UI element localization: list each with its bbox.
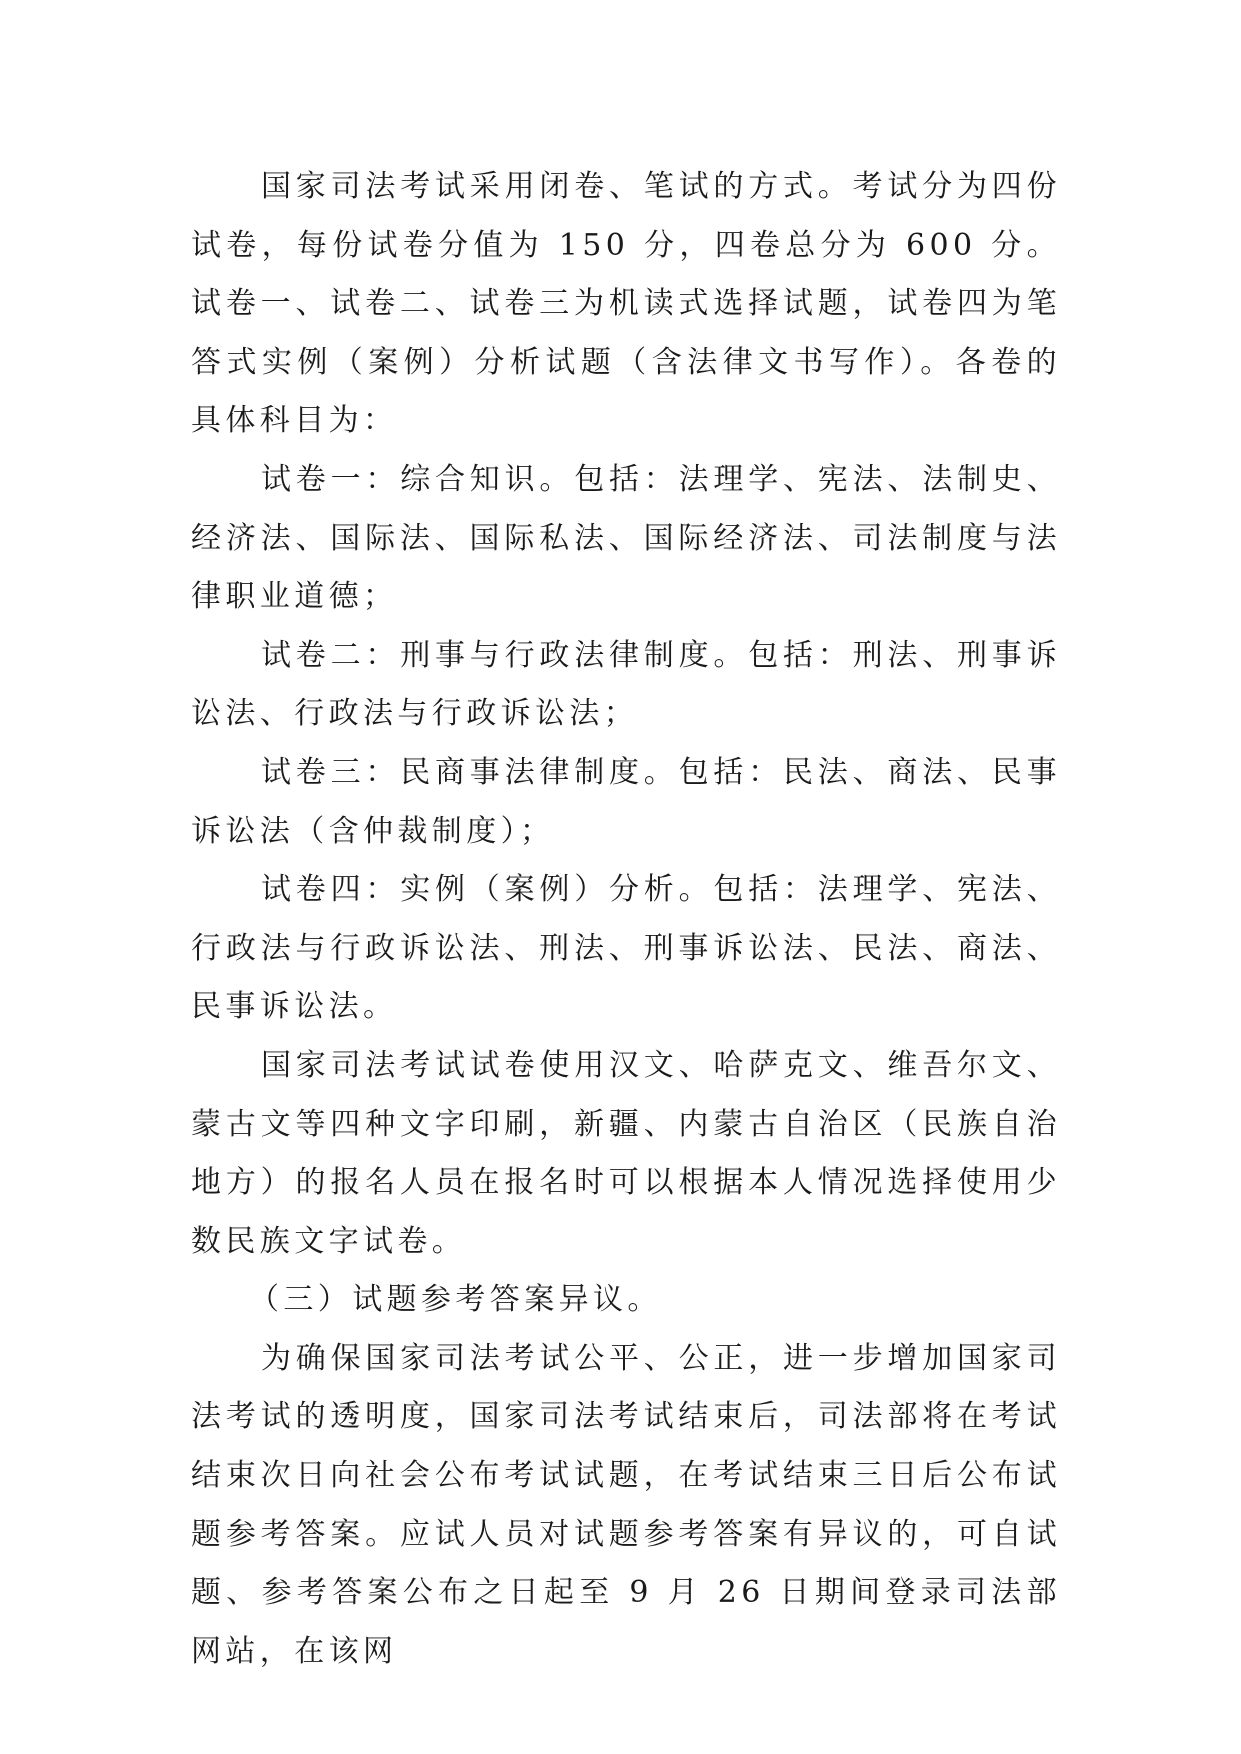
paragraph-paper-one: 试卷一：综合知识。包括：法理学、宪法、法制史、经济法、国际法、国际私法、国际经济法、司法制度与法律职业道德； [191, 461, 1061, 615]
paragraph-paper-three: 试卷三：民商事法律制度。包括：民法、商法、民事诉讼法（含仲裁制度）； [191, 754, 1061, 849]
section-heading: （三）试题参考答案异议。 [249, 1282, 662, 1318]
paragraph-exam-format: 国家司法考试采用闭卷、笔试的方式。考试分为四份试卷，每份试卷分值为 150 分，四卷总分为 600 分。试卷一、试卷二、试卷三为机读式选择试题，试卷四为笔答式实例（案例）分析试题（含法律文书写作）。各卷的具体科目为： [191, 169, 1061, 439]
paragraph-answer-objection: 为确保国家司法考试公平、公正，进一步增加国家司法考试的透明度，国家司法考试结束后，司法部将在考试结束次日向社会公布考试试题，在考试结束三日后公布试题参考答案。应试人员对试题参考答案有异议的，可自试题、参考答案公布之日起至 9 月 26 日期间登录司法部网站，在该网 [191, 1340, 1061, 1669]
document-body [191, 158, 1061, 1681]
paragraph-paper-two: 试卷二：刑事与行政法律制度。包括：刑法、刑事诉讼法、行政法与行政诉讼法； [191, 637, 1061, 732]
paragraph-paper-four: 试卷四：实例（案例）分析。包括：法理学、宪法、行政法与行政诉讼法、刑法、刑事诉讼法、民法、商法、民事诉讼法。 [191, 872, 1061, 1025]
paragraph-languages: 国家司法考试试卷使用汉文、哈萨克文、维吾尔文、蒙古文等四种文字印刷，新疆、内蒙古自治区（民族自治地方）的报名人员在报名时可以根据本人情况选择使用少数民族文字试卷。 [191, 1047, 1061, 1259]
